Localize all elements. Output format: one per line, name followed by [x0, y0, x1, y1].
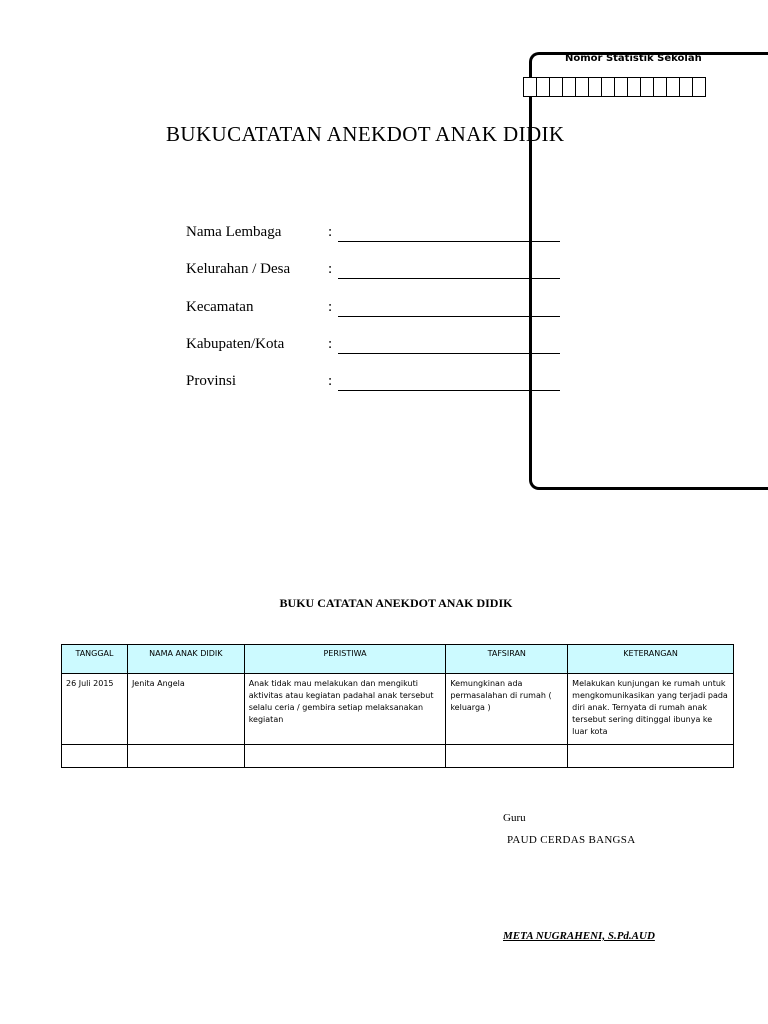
- field-blank-line[interactable]: [338, 226, 560, 242]
- field-kabupaten-kota: [186, 336, 560, 373]
- column-header-keterangan: KETERANGAN: [568, 645, 734, 674]
- anekdot-table: [61, 644, 734, 768]
- cell-empty[interactable]: [568, 745, 734, 768]
- field-blank-line[interactable]: [338, 375, 560, 391]
- nomor-statistik-cell[interactable]: [549, 77, 563, 97]
- field-label: Kabupaten/Kota: [186, 335, 285, 352]
- column-header-nama: NAMA ANAK DIDIK: [127, 645, 244, 674]
- field-blank-line[interactable]: [338, 301, 560, 317]
- cell-peristiwa: Anak tidak mau melakukan dan mengikuti aktivitas atau kegiatan padahal anak tersebut selalu ceria / gembira setiap melaksanakan kegiatan: [244, 674, 446, 745]
- nomor-statistik-cell[interactable]: [562, 77, 576, 97]
- field-label: Kelurahan / Desa: [186, 261, 291, 278]
- guru-label: Guru: [503, 812, 526, 824]
- nomor-statistik-label: Nomor Statistik Sekolah: [565, 53, 702, 64]
- identity-fields: [186, 224, 560, 410]
- field-colon: :: [328, 298, 333, 315]
- table-row: [62, 674, 734, 745]
- table-title: BUKU CATATAN ANEKDOT ANAK DIDIK: [279, 596, 513, 610]
- column-header-tanggal: TANGGAL: [62, 645, 128, 674]
- nomor-statistik-cell[interactable]: [588, 77, 602, 97]
- field-provinsi: [186, 373, 560, 410]
- field-label: Kecamatan: [186, 298, 254, 315]
- field-label: Nama Lembaga: [186, 224, 282, 240]
- signature-name: META NUGRAHENI, S.Pd.AUD: [503, 930, 655, 942]
- cell-keterangan: Melakukan kunjungan ke rumah untuk mengkomunikasikan yang terjadi pada diri anak. Ternyata di rumah anak tersebut sering ditinggal ibunya ke luar kota: [568, 674, 734, 745]
- field-kecamatan: [186, 299, 560, 336]
- column-header-tafsiran: TAFSIRAN: [446, 645, 568, 674]
- nomor-statistik-cell[interactable]: [536, 77, 550, 97]
- nomor-statistik-cell[interactable]: [692, 77, 706, 97]
- column-header-peristiwa: PERISTIWA: [244, 645, 446, 674]
- nomor-statistik-cell[interactable]: [666, 77, 680, 97]
- cell-empty[interactable]: [127, 745, 244, 768]
- field-label: Provinsi: [186, 373, 237, 390]
- field-colon: :: [328, 373, 333, 390]
- nomor-statistik-cell[interactable]: [640, 77, 654, 97]
- table-row-empty: [62, 745, 734, 768]
- nomor-statistik-cell[interactable]: [523, 77, 537, 97]
- field-colon: :: [328, 224, 333, 240]
- cell-nama: Jenita Angela: [127, 674, 244, 745]
- nomor-statistik-frame: [529, 52, 768, 490]
- field-blank-line[interactable]: [338, 263, 560, 279]
- cell-tanggal: 26 Juli 2015: [62, 674, 128, 745]
- cell-empty[interactable]: [446, 745, 568, 768]
- cell-tafsiran: Kemungkinan ada permasalahan di rumah ( keluarga ): [446, 674, 568, 745]
- nomor-statistik-cell[interactable]: [627, 77, 641, 97]
- nomor-statistik-cell[interactable]: [575, 77, 589, 97]
- field-colon: :: [328, 261, 333, 278]
- nomor-statistik-cell[interactable]: [614, 77, 628, 97]
- cell-empty[interactable]: [62, 745, 128, 768]
- school-name: PAUD CERDAS BANGSA: [507, 834, 636, 846]
- nomor-statistik-cell[interactable]: [679, 77, 693, 97]
- page-title: BUKUCATATAN ANEKDOT ANAK DIDIK: [166, 122, 565, 146]
- field-kelurahan-desa: [186, 261, 560, 298]
- nomor-statistik-cells: [524, 77, 706, 97]
- field-nama-lembaga: [186, 224, 560, 261]
- nomor-statistik-cell[interactable]: [653, 77, 667, 97]
- nomor-statistik-cell[interactable]: [601, 77, 615, 97]
- field-colon: :: [328, 335, 333, 352]
- cell-empty[interactable]: [244, 745, 446, 768]
- field-blank-line[interactable]: [338, 338, 560, 354]
- table-header-row: [62, 645, 734, 674]
